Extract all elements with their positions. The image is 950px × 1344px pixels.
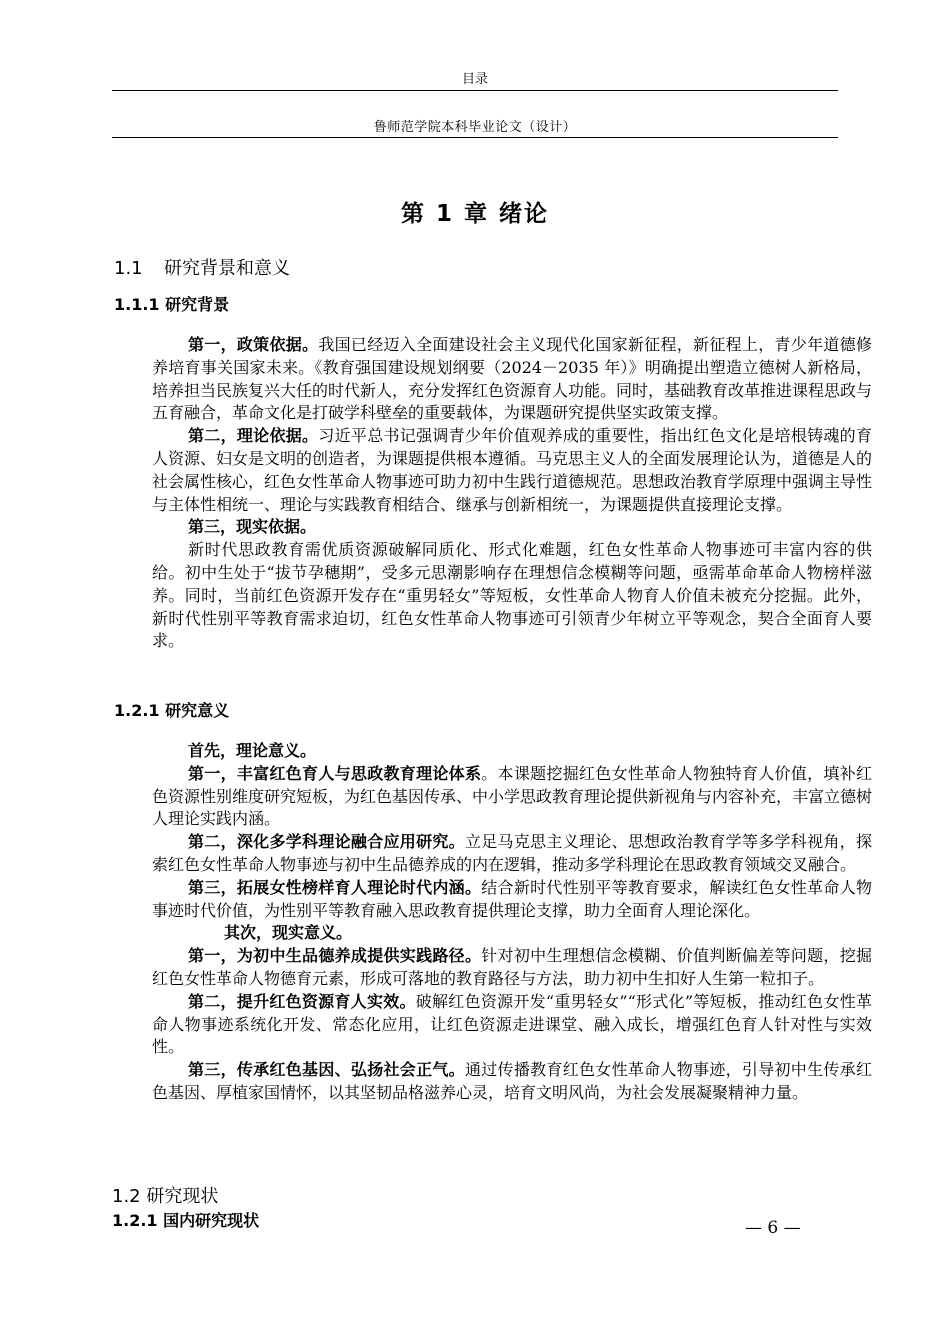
paragraph-lead: 第二，提升红色资源育人实效。 — [188, 991, 416, 1011]
paragraph-lead: 第二，理论依据。 — [188, 426, 319, 446]
paragraph-lead: 第三，拓展女性榜样育人理论时代内涵。 — [188, 877, 482, 897]
section-heading-1-1 — [114, 254, 290, 280]
paragraph-lead: 第一，为初中生品德养成提供实践路径。 — [188, 946, 482, 966]
section-number: 1.1 — [114, 258, 143, 279]
paragraph-theory-significance-label — [152, 740, 872, 763]
paragraph-theory-2 — [152, 831, 872, 877]
paragraph-text: 通过传播教育红色女性革命人物事迹，引导初中生传承红色基因、厚植家国情怀，以其坚韧品格滋养心灵，培育文明风尚，为社会发展凝聚精神力量。 — [152, 1060, 872, 1102]
section-title: 研究背景和意义 — [164, 258, 290, 279]
paragraph-lead: 第二，深化多学科理论融合应用研究。 — [188, 832, 465, 852]
paragraph-text: 立足马克思主义理论、思想政治教育学等多学科视角，探索红色女性革命人物事迹与初中生品德养成的内在逻辑，推动多学科理论在思政教育领域交叉融合。 — [152, 832, 872, 874]
paragraph-policy — [152, 334, 872, 425]
paragraph-text: 新时代思政教育需优质资源破解同质化、形式化难题，红色女性革命人物事迹可丰富内容的供给。初中生处于“拔节孕穗期”，受多元思潮影响存在理想信念模糊等问题，亟需革命革命人物榜样滋养。同时，当前红色资源开发存在“重男轻女”等短板，女性革命人物育人价值未被充分挖掘。此外，新时代性别平等教育需求迫切，红色女性革命人物事迹可引领青少年树立平等观念，契合全面育人要求。 — [152, 540, 872, 651]
paragraph-practical-significance-label — [152, 922, 872, 945]
paragraph-text: 我国已经迈入全面建设社会主义现代化国家新征程，新征程上，青少年道德修养培育事关国家未来。《教育强国建设规划纲要（2024－2035 年）》明确提出塑造立德树人新格局，培养担当民族复兴大任的时代新人，充分发挥红色资源育人功能。同时，基础教育改革推进课程思政与五育融合，革命文化是打破学科壁垒的重要载体，为课题研究提供坚实政策支撑。 — [152, 335, 873, 423]
paragraph-lead: 第一，政策依据。 — [188, 335, 319, 354]
paragraph-text: 针对初中生理想信念模糊、价值判断偏差等问题，挖掘红色女性革命人物德育元素，形成可落地的教育路径与方法，助力初中生扣好人生第一粒扣子。 — [152, 946, 872, 988]
paragraph-practical-1 — [152, 945, 872, 991]
section-heading-1-2: 1.2 研究现状 — [112, 1186, 219, 1207]
paragraph-practical-2 — [152, 991, 872, 1059]
header-rule-top — [112, 90, 838, 91]
paragraph-lead: 第一，丰富红色育人与思政教育理论体系 — [188, 763, 482, 783]
subsection-heading-significance: 1.2.1 研究意义 — [114, 701, 230, 720]
paragraph-reality-label — [152, 516, 872, 539]
paragraph-lead: 其次，现实意义。 — [224, 923, 353, 943]
paragraph-lead: 第三，现实依据。 — [188, 517, 317, 537]
header-toc-label: 目录 — [461, 72, 488, 87]
paragraph-text: 。本课题挖掘红色女性革命人物独特育人价值，填补红色资源性别维度研究短板，为红色基因传承、中小学思政教育理论提供新视角与内容补充，丰富立德树人理论实践内涵。 — [152, 763, 873, 829]
subsection-heading-1-1-1: 1.1.1 研究背景 — [114, 295, 230, 314]
paragraph-lead: 第三，传承红色基因、弘扬社会正气。 — [188, 1060, 465, 1080]
page-number: — 6 — — [745, 1218, 801, 1238]
paragraph-text: 结合新时代性别平等教育要求，解读红色女性革命人物事迹时代价值，为性别平等教育融入思政教育提供理论支撑，助力全面育人理论深化。 — [152, 877, 872, 920]
significance-body — [152, 740, 872, 1105]
paragraph-theory-1 — [152, 763, 872, 831]
subsection-heading-domestic: 1.2.1 国内研究现状 — [112, 1211, 260, 1230]
background-body — [152, 334, 872, 653]
paragraph-text: 习近平总书记强调青少年价值观养成的重要性，指出红色文化是培根铸魂的育人资源、妇女是文明的创造者，为课题提供根本遵循。马克思主义人的全面发展理论认为，道德是人的社会属性核心，红色女性革命人物事迹可助力初中生践行道德规范。思想政治教育学原理中强调主导性与主体性相统一、理论与实践教育相结合、继承与创新相统一，为课题提供直接理论支撑。 — [152, 426, 873, 514]
paragraph-text: 破解红色资源开发“重男轻女”“形式化”等短板，推动红色女性革命人物事迹系统化开发、常态化应用，让红色资源走进课堂、融入成长，增强红色育人针对性与实效性。 — [152, 991, 872, 1057]
header-rule-bottom — [112, 137, 838, 138]
paragraph-lead: 首先，理论意义。 — [188, 741, 317, 760]
chapter-title: 第 1 章 绪论 — [400, 201, 550, 227]
paragraph-practical-3 — [152, 1059, 872, 1105]
paragraph-theory-3 — [152, 877, 872, 923]
header-thesis-label: 鲁师范学院本科毕业论文（设计） — [373, 120, 577, 135]
paragraph-reality — [152, 539, 872, 653]
paragraph-theory — [152, 425, 872, 516]
